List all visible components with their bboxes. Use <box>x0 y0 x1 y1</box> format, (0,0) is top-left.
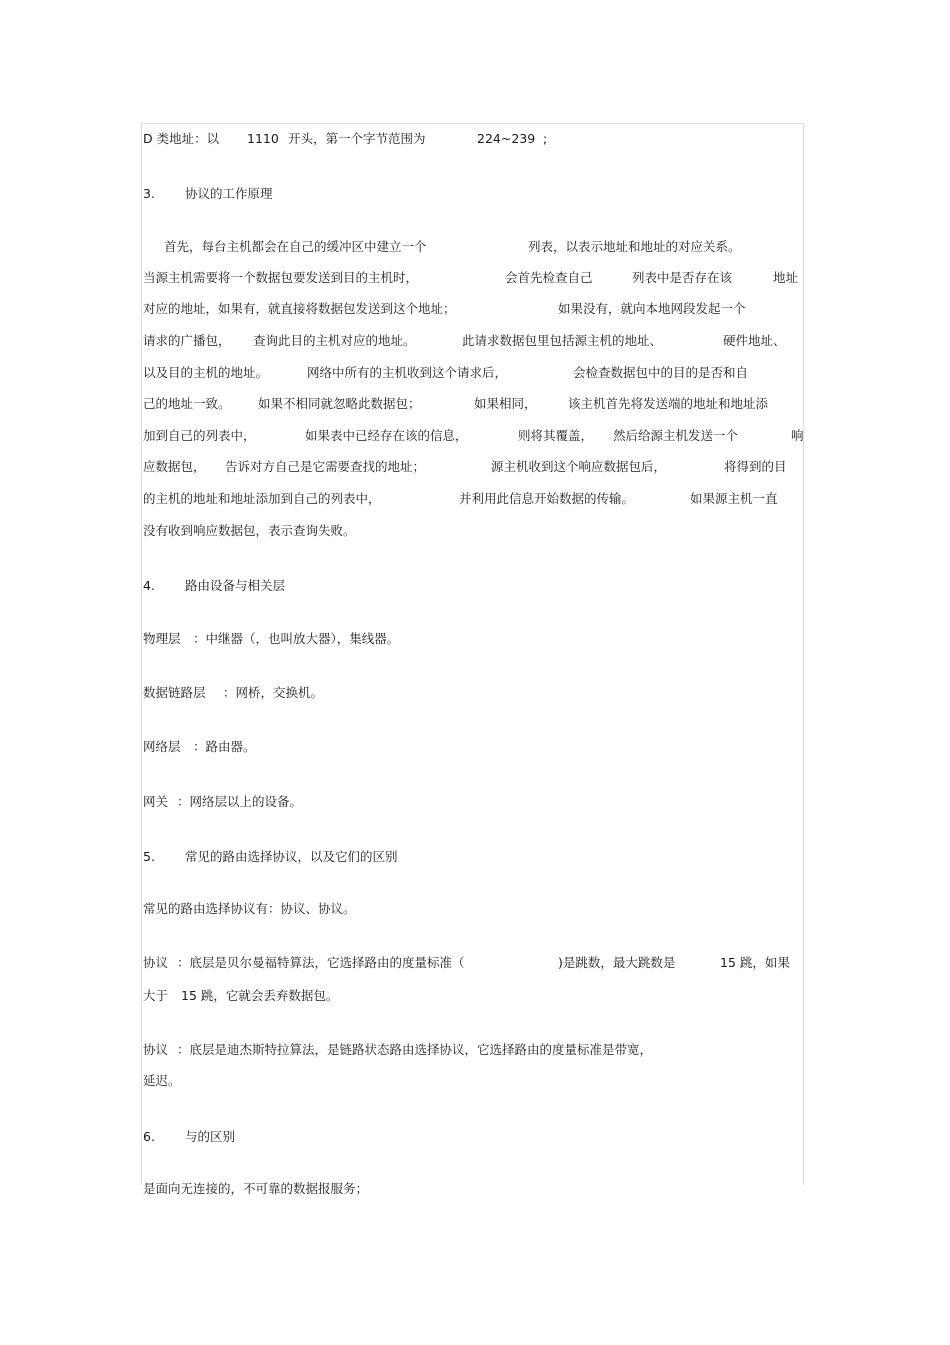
text-run: )是跳数，最大跳数是 <box>558 955 676 970</box>
text-line <box>0 523 950 543</box>
section-title: 路由设备与相关层 <box>185 578 286 593</box>
text-run: ：中继器（，也叫放大器），集线器。 <box>193 631 400 646</box>
text-run: 如果源主机一直 <box>690 491 778 506</box>
text-run: 当源主机需要将一个数据包要发送到目的主机时， <box>143 270 419 285</box>
text-run: 网络中所有的主机收到这个请求后， <box>307 365 508 380</box>
text-line <box>0 396 950 416</box>
text-run: 告诉对方自己是它需要查找的地址； <box>225 459 426 474</box>
text-line <box>0 491 950 511</box>
text-run: 源主机收到这个响应数据包后， <box>491 459 667 474</box>
text-run: 加到自己的列表中， <box>143 428 256 443</box>
text-line <box>0 459 950 479</box>
text-line <box>0 739 950 759</box>
section-title: 常见的路由选择协议，以及它们的区别 <box>185 849 398 864</box>
text-run: 以及目的主机的地址。 <box>143 365 269 380</box>
text-run: 则将其覆盖， <box>518 428 594 443</box>
text-line <box>0 301 950 321</box>
text-line <box>0 955 950 975</box>
text-line <box>0 988 950 1008</box>
text-run: ：底层是迪杰斯特拉算法，是链路状态路由选择协议，它选择路由的度量标准是带宽， <box>177 1042 653 1057</box>
text-run: 然后给源主机发送一个 <box>613 428 739 443</box>
text-run: 15 跳，它就会丢弃数据包。 <box>181 988 339 1003</box>
text-run: 延迟。 <box>143 1073 181 1088</box>
text-run: 没有收到响应数据包，表示查询失败。 <box>143 523 356 538</box>
section-number: 4. <box>143 578 155 593</box>
text-run: 首先，每台主机都会在自己的缓冲区中建立一个 <box>164 239 427 254</box>
text-run: 会检查数据包中的目的是否和自 <box>573 365 749 380</box>
text-run: 硬件地址、 <box>723 333 786 348</box>
section-number: 3. <box>143 186 155 201</box>
text-run: ：底层是贝尔曼福特算法，它选择路由的度量标准（ <box>177 955 465 970</box>
text-run: 15 跳，如果 <box>720 955 790 970</box>
text-run: ：网络层以上的设备。 <box>177 794 303 809</box>
text-run: 查询此目的主机对应的地址。 <box>253 333 416 348</box>
text-run: 网关 <box>143 794 169 809</box>
section-heading <box>0 578 950 598</box>
text-run: 网络层 <box>143 739 181 754</box>
text-line <box>0 239 950 259</box>
section-heading <box>0 849 950 869</box>
text-run: 如果表中已经存在该的信息， <box>305 428 468 443</box>
text-run: 协议 <box>143 1042 169 1057</box>
text-line <box>0 428 950 448</box>
text-line <box>0 270 950 290</box>
page-frame-top <box>141 123 804 124</box>
text-run: ：网桥，交换机。 <box>223 685 324 700</box>
text-run: ; <box>543 131 548 146</box>
text-line <box>0 794 950 814</box>
text-line <box>0 1073 950 1093</box>
text-run: 对应的地址，如果有，就直接将数据包发送到这个地址； <box>143 301 456 316</box>
section-heading <box>0 1129 950 1149</box>
text-line <box>0 365 950 385</box>
text-run: 己的地址一致。 <box>143 396 231 411</box>
text-run: 请求的广播包， <box>143 333 231 348</box>
text-run: 数据链路层 <box>143 685 206 700</box>
text-run: 并利用此信息开始数据的传输。 <box>459 491 635 506</box>
text-line <box>0 685 950 705</box>
text-line <box>0 901 950 921</box>
text-run: 列表，以表示地址和地址的对应关系。 <box>528 239 741 254</box>
text-line <box>0 333 950 353</box>
text-run: 将得到的目 <box>724 459 787 474</box>
text-run: 常见的路由选择协议有：协议、协议。 <box>143 901 356 916</box>
text-run: 大于 <box>143 988 169 1003</box>
section-number: 5. <box>143 849 155 864</box>
text-line <box>0 1181 950 1201</box>
text-run: ：路由器。 <box>193 739 256 754</box>
text-run: 的主机的地址和地址添加到自己的列表中， <box>143 491 381 506</box>
section-title: 与的区别 <box>185 1129 236 1144</box>
text-run: 该主机首先将发送端的地址和地址添 <box>568 396 769 411</box>
text-run: 物理层 <box>143 631 181 646</box>
text-run: D 类地址：以 <box>143 131 220 146</box>
text-run: 此请求数据包里包括源主机的地址、 <box>462 333 663 348</box>
text-run: 1110 <box>247 131 279 146</box>
text-run: 如果不相同就忽略此数据包； <box>258 396 421 411</box>
text-line <box>0 631 950 651</box>
text-run: 列表中是否存在该 <box>632 270 733 285</box>
section-title: 协议的工作原理 <box>185 186 273 201</box>
text-run: 会首先检查自己 <box>505 270 593 285</box>
text-line <box>0 1042 950 1062</box>
text-run: 地址 <box>773 270 799 285</box>
text-run: 如果没有，就向本地网段发起一个 <box>558 301 746 316</box>
text-run: 响 <box>791 428 804 443</box>
text-line <box>0 131 950 151</box>
text-run: 协议 <box>143 955 169 970</box>
section-heading <box>0 186 950 206</box>
text-run: 224~239 <box>477 131 536 146</box>
text-run: 应数据包， <box>143 459 206 474</box>
text-run: 开头，第一个字节范围为 <box>288 131 426 146</box>
text-run: 如果相同， <box>474 396 537 411</box>
text-run: 是面向无连接的，不可靠的数据报服务； <box>143 1181 369 1196</box>
section-number: 6. <box>143 1129 155 1144</box>
